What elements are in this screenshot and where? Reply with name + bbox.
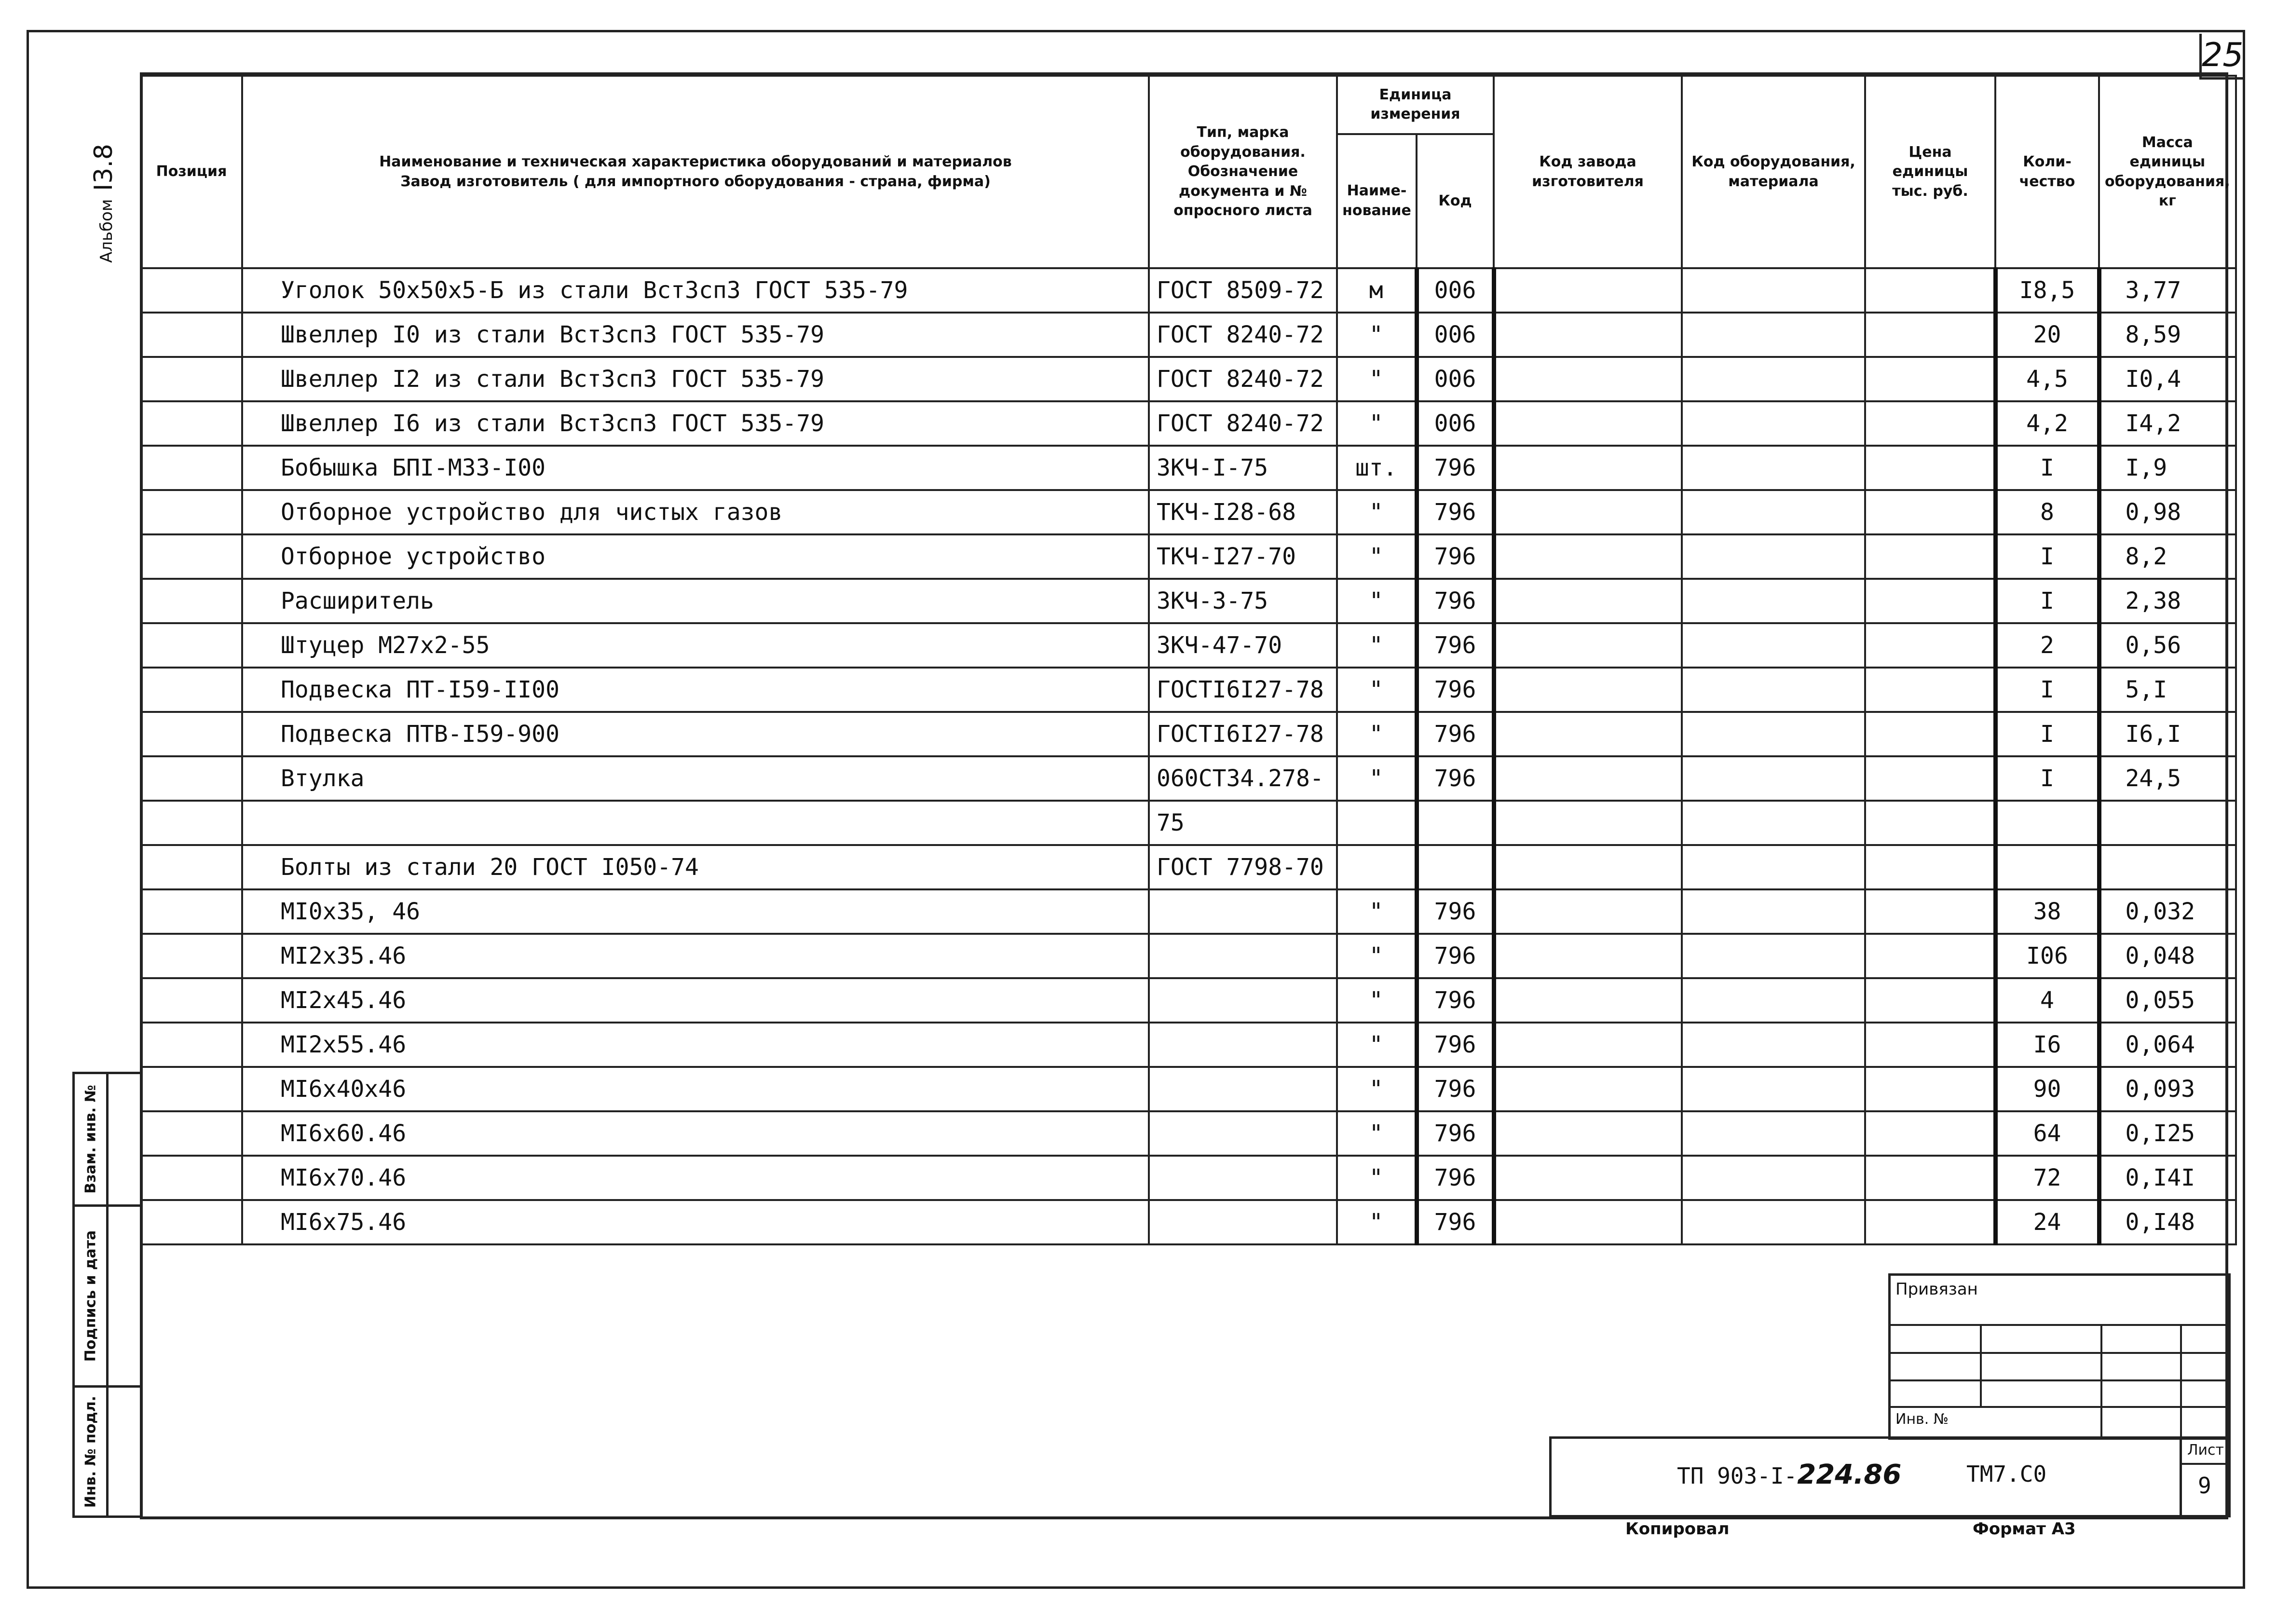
quantity: 4,5 [1995,357,2099,401]
quantity: 8 [1995,490,2099,534]
unit-mass: 2,38 [2099,579,2236,623]
item-document [1149,1156,1337,1200]
item-document: ГОСТ 8509-72 [1149,268,1337,313]
price-cell [1865,623,1995,668]
maker-code-cell [1494,756,1682,801]
position-cell [141,446,242,490]
position-cell [141,579,242,623]
quantity: 72 [1995,1156,2099,1200]
quantity: 38 [1995,889,2099,934]
unit-code: 796 [1417,668,1494,712]
maker-code-cell [1494,623,1682,668]
price-cell [1865,1156,1995,1200]
unit-code [1417,845,1494,889]
quantity: I [1995,534,2099,579]
item-name: Бобышка БПI-М33-I00 [242,446,1149,490]
item-name: Отборное устройство для чистых газов [242,490,1149,534]
item-document [1149,1023,1337,1067]
unit-name: шт. [1337,446,1417,490]
unit-name: " [1337,313,1417,357]
document-code-prefix: ТП 903-I- [1677,1463,1798,1489]
binding-stamp [1888,1273,2231,1440]
title-block [1549,1436,2231,1517]
item-name: Уголок 50х50х5-Б из стали ВстЗсп3 ГОСТ 535-79 [242,268,1149,313]
price-cell [1865,1200,1995,1244]
price-cell [1865,534,1995,579]
price-cell [1865,889,1995,934]
unit-code: 796 [1417,623,1494,668]
position-cell [141,978,242,1023]
album-label [89,144,118,263]
item-name: МI2х45.46 [242,978,1149,1023]
side-stamp-replace [72,1072,142,1207]
header-maker-code: Код завода изготовителя [1494,76,1682,268]
side-stamp-label: Взам. инв. № [82,1085,99,1194]
header-equipment-code: Код оборудования, материала [1682,76,1865,268]
table-row [141,357,2236,401]
equipment-code-cell [1682,1111,1865,1156]
header-name: Наименование и техническая характеристика оборудований и материалов Завод изготовитель ( для импортного оборудования - страна, фирма) [242,76,1149,268]
unit-code: 796 [1417,1023,1494,1067]
item-document: ТКЧ-I27-70 [1149,534,1337,579]
album-number: I3.8 [89,143,118,191]
unit-code: 796 [1417,1067,1494,1111]
price-cell [1865,978,1995,1023]
maker-code-cell [1494,357,1682,401]
item-name: Штуцер М27х2-55 [242,623,1149,668]
unit-name: " [1337,934,1417,978]
maker-code-cell [1494,579,1682,623]
maker-code-cell [1494,668,1682,712]
quantity [1995,845,2099,889]
table-row [141,1111,2236,1156]
item-name: МI6х60.46 [242,1111,1149,1156]
table-row [141,889,2236,934]
item-document [1149,889,1337,934]
document-mark: ТМ7.С0 [1966,1461,2047,1487]
item-document: ЗКЧ-3-75 [1149,579,1337,623]
quantity: 4,2 [1995,401,2099,446]
side-stamp-signature [72,1204,142,1388]
equipment-code-cell [1682,978,1865,1023]
quantity: 90 [1995,1067,2099,1111]
item-document: ТКЧ-I28-68 [1149,490,1337,534]
maker-code-cell [1494,313,1682,357]
header-type: Тип, марка оборудования. Обозначение документа и № опросного листа [1149,76,1337,268]
position-cell [141,623,242,668]
position-cell [141,1067,242,1111]
position-cell [141,668,242,712]
equipment-code-cell [1682,579,1865,623]
table-row [141,934,2236,978]
table-row [141,313,2236,357]
unit-mass: 0,055 [2099,978,2236,1023]
equipment-code-cell [1682,801,1865,845]
unit-code [1417,801,1494,845]
position-cell [141,1200,242,1244]
maker-code-cell [1494,1067,1682,1111]
unit-mass: I6,I [2099,712,2236,756]
unit-mass: 0,I25 [2099,1111,2236,1156]
table-row [141,1200,2236,1244]
maker-code-cell [1494,801,1682,845]
position-cell [141,845,242,889]
position-cell [141,534,242,579]
header-unit-name: Наиме-нование [1337,134,1417,268]
unit-code: 006 [1417,268,1494,313]
position-cell [141,268,242,313]
equipment-code-cell [1682,1200,1865,1244]
maker-code-cell [1494,889,1682,934]
position-cell [141,756,242,801]
item-document: ГОСТ 8240-72 [1149,313,1337,357]
price-cell [1865,446,1995,490]
album-prefix: Альбом [97,199,116,263]
quantity: 24 [1995,1200,2099,1244]
price-cell [1865,934,1995,978]
maker-code-cell [1494,1200,1682,1244]
unit-mass: I4,2 [2099,401,2236,446]
unit-mass: 8,59 [2099,313,2236,357]
item-name: Втулка [242,756,1149,801]
equipment-code-cell [1682,712,1865,756]
item-name: Швеллер I6 из стали ВстЗсп3 ГОСТ 535-79 [242,401,1149,446]
unit-name [1337,845,1417,889]
unit-mass [2099,845,2236,889]
equipment-code-cell [1682,1156,1865,1200]
unit-mass: 0,032 [2099,889,2236,934]
equipment-code-cell [1682,1023,1865,1067]
maker-code-cell [1494,490,1682,534]
table-row [141,623,2236,668]
table-row [141,978,2236,1023]
specification-table [140,75,2237,1245]
unit-code: 796 [1417,446,1494,490]
maker-code-cell [1494,268,1682,313]
position-cell [141,712,242,756]
position-cell [141,1111,242,1156]
item-document [1149,1111,1337,1156]
quantity: 20 [1995,313,2099,357]
unit-code: 796 [1417,1111,1494,1156]
item-name: Отборное устройство [242,534,1149,579]
quantity: I6 [1995,1023,2099,1067]
header-price: Цена единицы тыс. руб. [1865,76,1995,268]
unit-mass [2099,801,2236,845]
unit-name [1337,801,1417,845]
position-cell [141,1156,242,1200]
position-cell [141,490,242,534]
unit-code: 796 [1417,934,1494,978]
specification-body [141,268,2236,1244]
quantity: I8,5 [1995,268,2099,313]
table-row [141,534,2236,579]
unit-name: " [1337,534,1417,579]
item-document: ГОСТI6I27-78 [1149,668,1337,712]
item-document: ЗКЧ-I-75 [1149,446,1337,490]
quantity: 64 [1995,1111,2099,1156]
position-cell [141,934,242,978]
quantity: 2 [1995,623,2099,668]
unit-name: " [1337,623,1417,668]
unit-code: 006 [1417,313,1494,357]
price-cell [1865,801,1995,845]
position-cell [141,357,242,401]
unit-code: 796 [1417,978,1494,1023]
maker-code-cell [1494,712,1682,756]
table-row [141,668,2236,712]
item-document: 060СТ34.278- [1149,756,1337,801]
maker-code-cell [1494,845,1682,889]
format-caption: Формат А3 [1973,1519,2076,1539]
maker-code-cell [1494,446,1682,490]
item-name: Подвеска ПТ-I59-II00 [242,668,1149,712]
position-cell [141,1023,242,1067]
quantity: I [1995,668,2099,712]
item-document: ГОСТ 8240-72 [1149,357,1337,401]
price-cell [1865,579,1995,623]
unit-mass: I0,4 [2099,357,2236,401]
header-position: Позиция [141,76,242,268]
table-row [141,1067,2236,1111]
unit-mass: 0,98 [2099,490,2236,534]
item-name [242,801,1149,845]
quantity: I [1995,446,2099,490]
table-row [141,1023,2236,1067]
side-stamp-inventory [72,1385,142,1518]
unit-mass: 0,56 [2099,623,2236,668]
table-row [141,756,2236,801]
unit-code: 006 [1417,401,1494,446]
equipment-code-cell [1682,401,1865,446]
unit-code: 796 [1417,756,1494,801]
inventory-label: Инв. № [1895,1411,1949,1428]
unit-name: " [1337,579,1417,623]
unit-code: 796 [1417,889,1494,934]
equipment-code-cell [1682,934,1865,978]
price-cell [1865,490,1995,534]
item-document: ГОСТ 8240-72 [1149,401,1337,446]
maker-code-cell [1494,534,1682,579]
table-row [141,1156,2236,1200]
equipment-code-cell [1682,756,1865,801]
unit-name: " [1337,1067,1417,1111]
unit-name: " [1337,357,1417,401]
table-row [141,845,2236,889]
quantity: I [1995,712,2099,756]
position-cell [141,889,242,934]
equipment-code-cell [1682,268,1865,313]
equipment-code-cell [1682,446,1865,490]
price-cell [1865,668,1995,712]
price-cell [1865,1067,1995,1111]
unit-name: " [1337,668,1417,712]
header-quantity: Коли-чество [1995,76,2099,268]
item-document: ЗКЧ-47-70 [1149,623,1337,668]
unit-mass: 0,093 [2099,1067,2236,1111]
item-name: МI6х40х46 [242,1067,1149,1111]
unit-name: " [1337,401,1417,446]
price-cell [1865,357,1995,401]
position-cell [141,401,242,446]
table-row [141,401,2236,446]
price-cell [1865,313,1995,357]
item-name: Расширитель [242,579,1149,623]
table-row [141,268,2236,313]
quantity: I06 [1995,934,2099,978]
side-stamp-label: Инв. № подл. [82,1395,99,1508]
price-cell [1865,268,1995,313]
unit-code: 796 [1417,490,1494,534]
unit-name: " [1337,1023,1417,1067]
unit-name: " [1337,889,1417,934]
price-cell [1865,1111,1995,1156]
document-code-number: 224.86 [1797,1459,1902,1490]
equipment-code-cell [1682,889,1865,934]
item-document [1149,934,1337,978]
price-cell [1865,756,1995,801]
position-cell [141,801,242,845]
item-name: МI2х35.46 [242,934,1149,978]
maker-code-cell [1494,934,1682,978]
equipment-code-cell [1682,845,1865,889]
item-document [1149,978,1337,1023]
maker-code-cell [1494,1023,1682,1067]
unit-mass: 24,5 [2099,756,2236,801]
equipment-code-cell [1682,534,1865,579]
unit-name: " [1337,712,1417,756]
equipment-code-cell [1682,313,1865,357]
unit-name: " [1337,490,1417,534]
equipment-code-cell [1682,623,1865,668]
header-mass: Масса единицы оборудования, кг [2099,76,2236,268]
item-name: МI0х35, 46 [242,889,1149,934]
sheet-number: 25 [2199,34,2243,80]
quantity [1995,801,2099,845]
item-name: Швеллер I2 из стали ВстЗсп3 ГОСТ 535-79 [242,357,1149,401]
price-cell [1865,1023,1995,1067]
quantity: I [1995,756,2099,801]
maker-code-cell [1494,978,1682,1023]
maker-code-cell [1494,401,1682,446]
item-document [1149,1200,1337,1244]
unit-mass: 0,I48 [2099,1200,2236,1244]
unit-code: 796 [1417,534,1494,579]
sheet-value: 9 [2198,1473,2211,1499]
unit-code: 006 [1417,357,1494,401]
quantity: I [1995,579,2099,623]
unit-name: " [1337,756,1417,801]
item-name: МI6х70.46 [242,1156,1149,1200]
item-name: Швеллер I0 из стали ВстЗсп3 ГОСТ 535-79 [242,313,1149,357]
unit-code: 796 [1417,579,1494,623]
unit-code: 796 [1417,712,1494,756]
unit-name: " [1337,1200,1417,1244]
unit-mass: I,9 [2099,446,2236,490]
equipment-code-cell [1682,490,1865,534]
table-row [141,446,2236,490]
item-document: ГОСТ 7798-70 [1149,845,1337,889]
unit-name: " [1337,978,1417,1023]
price-cell [1865,401,1995,446]
equipment-code-cell [1682,357,1865,401]
equipment-code-cell [1682,668,1865,712]
header-unit-group: Единица измерения [1337,76,1494,134]
equipment-code-cell [1682,1067,1865,1111]
price-cell [1865,845,1995,889]
item-name: Болты из стали 20 ГОСТ I050-74 [242,845,1149,889]
unit-mass: 0,064 [2099,1023,2236,1067]
unit-name: " [1337,1156,1417,1200]
quantity: 4 [1995,978,2099,1023]
header-unit-code: Код [1417,134,1494,268]
position-cell [141,313,242,357]
maker-code-cell [1494,1156,1682,1200]
copied-caption: Копировал [1625,1519,1730,1539]
unit-mass: 0,I4I [2099,1156,2236,1200]
unit-name: м [1337,268,1417,313]
unit-mass: 8,2 [2099,534,2236,579]
item-name: МI6х75.46 [242,1200,1149,1244]
table-row [141,579,2236,623]
table-row [141,801,2236,845]
side-stamp-label: Подпись и дата [82,1230,99,1362]
item-document: ГОСТI6I27-78 [1149,712,1337,756]
table-row [141,490,2236,534]
unit-code: 796 [1417,1156,1494,1200]
item-name: Подвеска ПТВ-I59-900 [242,712,1149,756]
unit-mass: 5,I [2099,668,2236,712]
item-name: МI2х55.46 [242,1023,1149,1067]
unit-code: 796 [1417,1200,1494,1244]
table-row [141,712,2236,756]
binding-label: Привязан [1895,1280,1978,1299]
document-code [1677,1459,1901,1490]
price-cell [1865,712,1995,756]
sheet-label: Лист [2187,1442,2224,1459]
item-document [1149,1067,1337,1111]
unit-mass: 0,048 [2099,934,2236,978]
unit-mass: 3,77 [2099,268,2236,313]
item-document: 75 [1149,801,1337,845]
maker-code-cell [1494,1111,1682,1156]
unit-name: " [1337,1111,1417,1156]
